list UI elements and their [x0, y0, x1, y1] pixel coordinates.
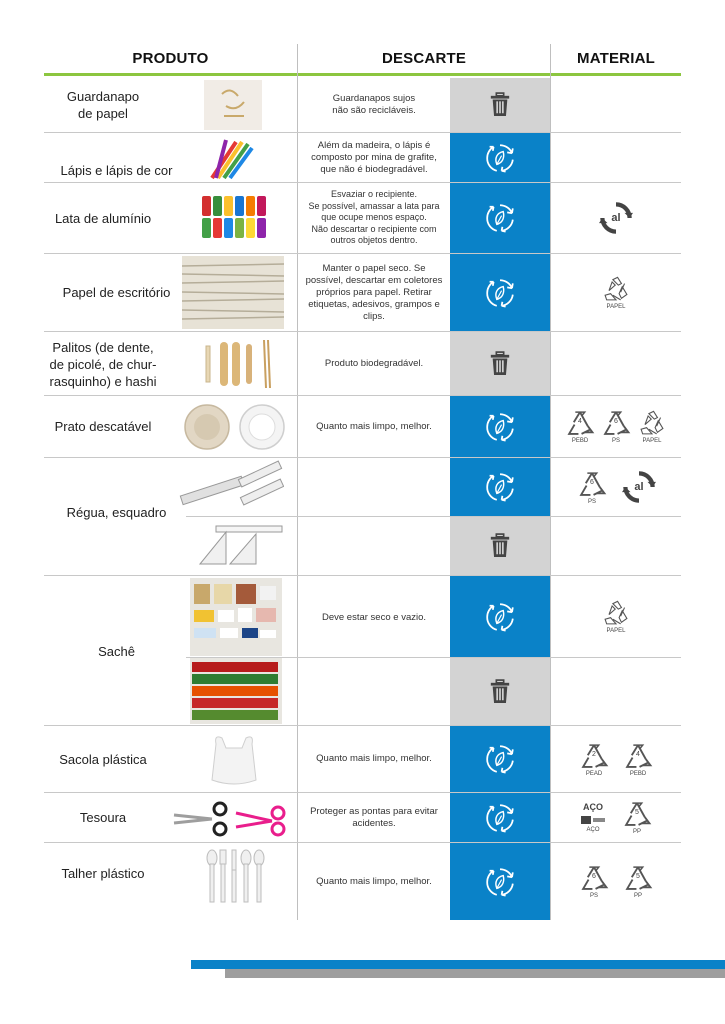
aluminum-symbol	[599, 201, 633, 235]
paper-symbol	[600, 275, 632, 310]
disposal-description: Deve estar seco e vazio.	[321, 612, 427, 623]
resin-code: 5	[636, 873, 640, 880]
resin-code: 5	[635, 809, 639, 816]
material-cell	[551, 726, 681, 792]
leaf-recycle-icon	[484, 743, 516, 775]
paper-recycle-icon	[600, 275, 632, 303]
desc-line: Se possível, amassar a lata para que ocupe menos espaço.	[308, 200, 440, 223]
symbol-label: PEBD	[571, 438, 589, 444]
paper-recycle-icon	[636, 409, 668, 437]
ps-symbol	[576, 470, 608, 505]
footer-bar-blue	[191, 960, 725, 969]
leaf-recycle-icon	[484, 471, 516, 503]
product-name	[44, 78, 162, 132]
material-cell	[551, 183, 681, 253]
disposal-description: Quanto mais limpo, melhor.	[316, 420, 432, 432]
ps-symbol	[600, 409, 632, 444]
disposal-description: Quanto mais limpo, melhor.	[316, 875, 432, 887]
pead-symbol	[578, 742, 610, 777]
trash-icon	[489, 92, 511, 118]
material-cell	[551, 458, 681, 516]
symbol-label: PEAD	[585, 770, 603, 777]
product-name: Papel de escritório	[62, 285, 171, 300]
resin-code: 6	[590, 478, 594, 486]
resin-code: 6	[592, 873, 596, 880]
leaf-recycle-icon	[484, 802, 516, 834]
trash-icon	[489, 679, 511, 705]
resin-code: 4	[578, 418, 582, 425]
recycle-cell	[450, 133, 550, 182]
symbol-text: al	[611, 212, 621, 224]
disposal-description: Além da madeira, o lápis é composto por mina de grafite, que não é biodegradável.	[311, 139, 437, 175]
header-descarte: DESCARTE	[381, 49, 467, 67]
recycle-cell	[450, 793, 550, 842]
product-image-pencils	[206, 138, 256, 180]
desc-line: Guardanapos sujos	[332, 93, 416, 104]
product-name: Prato descatável	[54, 419, 152, 434]
disposal-description: Produto biodegradável.	[324, 357, 424, 369]
magnet-icon	[579, 812, 607, 826]
symbol-label: PAPEL	[642, 438, 662, 444]
footer-bar-gray	[225, 969, 725, 978]
desc-line: Esvaziar o recipiente.	[330, 189, 418, 200]
desc-line: não são recicláveis.	[332, 105, 416, 116]
symbol-label: PAPEL	[606, 304, 626, 310]
disposal-description	[299, 78, 449, 132]
pp-symbol	[622, 864, 654, 899]
leaf-recycle-icon	[484, 142, 516, 174]
trash-cell	[450, 658, 550, 725]
paper-symbol	[636, 409, 668, 444]
recycle-cell	[450, 726, 550, 792]
recycle-cell	[450, 843, 550, 920]
leaf-recycle-icon	[484, 277, 516, 309]
header-produto: PRODUTO	[132, 49, 209, 67]
resin-code: 4	[636, 750, 640, 758]
recycle-cell	[450, 576, 550, 657]
product-image-sachets-paper	[190, 578, 282, 656]
material-cell	[551, 254, 681, 331]
product-name: Lápis e lápis de cor	[60, 162, 173, 178]
recycle-cell	[450, 183, 550, 253]
product-name: Lata de alumínio	[54, 210, 152, 226]
product-name: Tesoura	[79, 810, 127, 825]
symbol-label: PS	[589, 893, 598, 899]
leaf-recycle-icon	[484, 601, 516, 633]
symbol-label: PAPEL	[606, 628, 626, 634]
resin-code: 6	[614, 418, 618, 425]
product-name: Régua, esquadro	[66, 504, 167, 520]
product-name-line: rasquinho) e hashi	[49, 373, 157, 389]
material-cell	[551, 843, 681, 920]
product-image-rulers-plastic	[178, 460, 284, 512]
steel-symbol-text: AÇO	[583, 802, 603, 812]
material-cell	[551, 576, 681, 657]
paper-symbol	[600, 599, 632, 634]
trash-cell	[450, 332, 550, 395]
product-image-plates	[182, 402, 292, 452]
disposal-description: Proteger as pontas para evitar acidentes.	[310, 805, 438, 829]
leaf-recycle-icon	[484, 866, 516, 898]
product-image-plastic-bag	[206, 730, 262, 788]
product-image-paper-stack	[182, 256, 284, 329]
product-image-sticks	[200, 338, 280, 390]
product-name-line: Guardanapo	[66, 89, 140, 104]
pebd-symbol	[564, 409, 596, 444]
disposal-description	[299, 183, 449, 253]
product-name: Sachê	[98, 643, 135, 659]
product-name-line: de picolé, de chur-	[49, 356, 157, 372]
symbol-label: PP	[633, 893, 642, 899]
product-image-rulers-wood	[196, 522, 286, 568]
product-name: Talher plástico	[61, 865, 145, 881]
product-image-napkin	[204, 80, 262, 130]
recycle-cell	[450, 396, 550, 457]
header-underline	[44, 73, 681, 76]
trash-icon	[489, 351, 511, 377]
leaf-recycle-icon	[484, 202, 516, 234]
divider	[186, 516, 681, 517]
product-image-cutlery	[204, 848, 266, 904]
resin-code: 2	[592, 750, 596, 758]
steel-symbol	[579, 802, 607, 833]
ps-symbol	[578, 864, 610, 899]
pp-symbol	[621, 800, 653, 835]
recycle-cell	[450, 458, 550, 516]
product-name-line: de papel	[78, 106, 128, 121]
recycle-cell	[450, 254, 550, 331]
product-name	[44, 335, 162, 393]
desc-line: Não descartar o recipiente com outros objetos dentro.	[311, 223, 437, 246]
symbol-label: PS	[611, 438, 620, 444]
divider	[297, 44, 298, 920]
product-image-scissors	[172, 797, 290, 839]
symbol-label: PP	[632, 829, 641, 835]
disposal-description: Manter o papel seco. Se possível, descartar em coletores próprios para papel. Retirar etiquetas, adesivos, grampos e clips.	[305, 262, 443, 322]
material-cell	[551, 396, 681, 457]
trash-cell	[450, 78, 550, 132]
header-material: MATERIAL	[577, 49, 655, 67]
disposal-description: Quanto mais limpo, melhor.	[316, 753, 432, 764]
material-cell	[551, 793, 681, 842]
symbol-label: PEBD	[629, 770, 647, 777]
symbol-label: PS	[587, 498, 596, 505]
symbol-text: al	[634, 481, 644, 493]
product-name-line: Palitos (de dente,	[52, 339, 154, 355]
symbol-label: AÇO	[586, 827, 600, 833]
product-image-cans	[200, 194, 270, 240]
trash-icon	[489, 533, 511, 559]
trash-cell	[450, 517, 550, 575]
product-name: Sacola plástica	[59, 751, 147, 767]
leaf-recycle-icon	[484, 411, 516, 443]
product-image-sachets-metallic	[190, 658, 282, 724]
paper-recycle-icon	[600, 599, 632, 627]
aluminum-symbol	[622, 470, 656, 504]
pebd-symbol	[622, 742, 654, 777]
